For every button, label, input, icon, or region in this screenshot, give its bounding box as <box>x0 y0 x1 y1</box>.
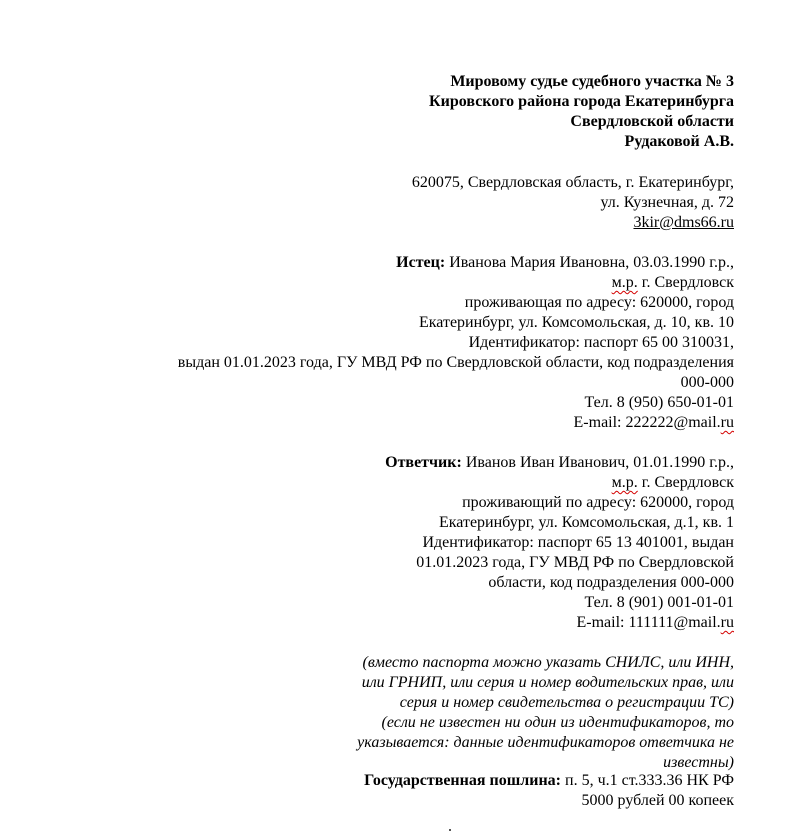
addressee-block <box>429 72 734 152</box>
plaintiff-address-line: Екатеринбург, ул. Комсомольская, д. 10, кв. 10 <box>418 314 734 331</box>
defendant-email: E-mail: 111111@mail. <box>576 614 721 631</box>
state-fee-amount: 5000 рублей 00 копеек <box>581 792 734 809</box>
defendant-name: Иванов Иван Иванович, 01.01.1990 г.р., <box>461 454 734 471</box>
plaintiff-name: Иванова Мария Ивановна, 03.03.1990 г.р., <box>445 254 734 271</box>
page-dot-mark <box>449 829 451 831</box>
addressee-line: Кировского района города Екатеринбурга <box>429 93 734 110</box>
defendant-phone: Тел. 8 (901) 001-01-01 <box>584 594 734 611</box>
defendant-birthplace-abbr: м.р. <box>611 474 638 491</box>
plaintiff-id-line: Идентификатор: паспорт 65 00 310031, <box>468 334 734 351</box>
addressee-line: Свердловской области <box>570 113 734 130</box>
plaintiff-birthplace-abbr: м.р. <box>611 274 638 291</box>
plaintiff-id-line: 000-000 <box>680 374 734 391</box>
note-line: или ГРНИП, или серия и номер водительских прав, или <box>361 674 734 691</box>
court-address-line: ул. Кузнечная, д. 72 <box>600 194 734 211</box>
state-fee-basis: п. 5, ч.1 ст.333.36 НК РФ <box>561 772 734 789</box>
note-line: серия и номер свидетельства о регистрации ТС) <box>399 694 734 711</box>
plaintiff-email: E-mail: 222222@mail. <box>573 414 721 431</box>
court-address-block <box>412 173 734 233</box>
defendant-label: Ответчик: <box>385 454 462 471</box>
note-line: известны) <box>663 754 734 771</box>
plaintiff-phone: Тел. 8 (950) 650-01-01 <box>584 394 734 411</box>
court-email-link[interactable]: 3kir@dms66.ru <box>633 214 734 231</box>
defendant-email-domain: ru <box>720 614 734 631</box>
plaintiff-label: Истец: <box>396 254 446 271</box>
addressee-line: Мировому судье судебного участка № 3 <box>450 73 734 90</box>
identifier-note <box>357 653 734 773</box>
state-fee-label: Государственная пошлина: <box>364 772 561 789</box>
plaintiff-email-domain: ru <box>720 414 734 431</box>
note-line: (если не известен ни один из идентификаторов, то <box>381 714 734 731</box>
plaintiff-address-line: проживающая по адресу: 620000, город <box>464 294 734 311</box>
court-address-line: 620075, Свердловская область, г. Екатеринбург, <box>411 174 734 191</box>
plaintiff-birthplace: г. Свердловск <box>637 274 734 291</box>
defendant-address-line: проживающий по адресу: 620000, город <box>462 494 734 511</box>
defendant-id-line: области, код подразделения 000-000 <box>488 574 734 591</box>
defendant-id-line: 01.01.2023 года, ГУ МВД РФ по Свердловской <box>416 554 734 571</box>
defendant-block <box>385 453 734 633</box>
note-line: указывается: данные идентификаторов ответчика не <box>357 734 734 751</box>
defendant-id-line: Идентификатор: паспорт 65 13 401001, выдан <box>422 534 734 551</box>
plaintiff-id-line: выдан 01.01.2023 года, ГУ МВД РФ по Свердловской области, код подразделения <box>177 354 734 371</box>
defendant-birthplace: г. Свердловск <box>637 474 734 491</box>
plaintiff-block <box>178 253 734 433</box>
note-line: (вместо паспорта можно указать СНИЛС, или ИНН, <box>362 654 734 671</box>
state-fee-block <box>364 771 734 811</box>
judge-name: Рудаковой А.В. <box>624 133 734 150</box>
defendant-address-line: Екатеринбург, ул. Комсомольская, д.1, кв. 1 <box>438 514 734 531</box>
